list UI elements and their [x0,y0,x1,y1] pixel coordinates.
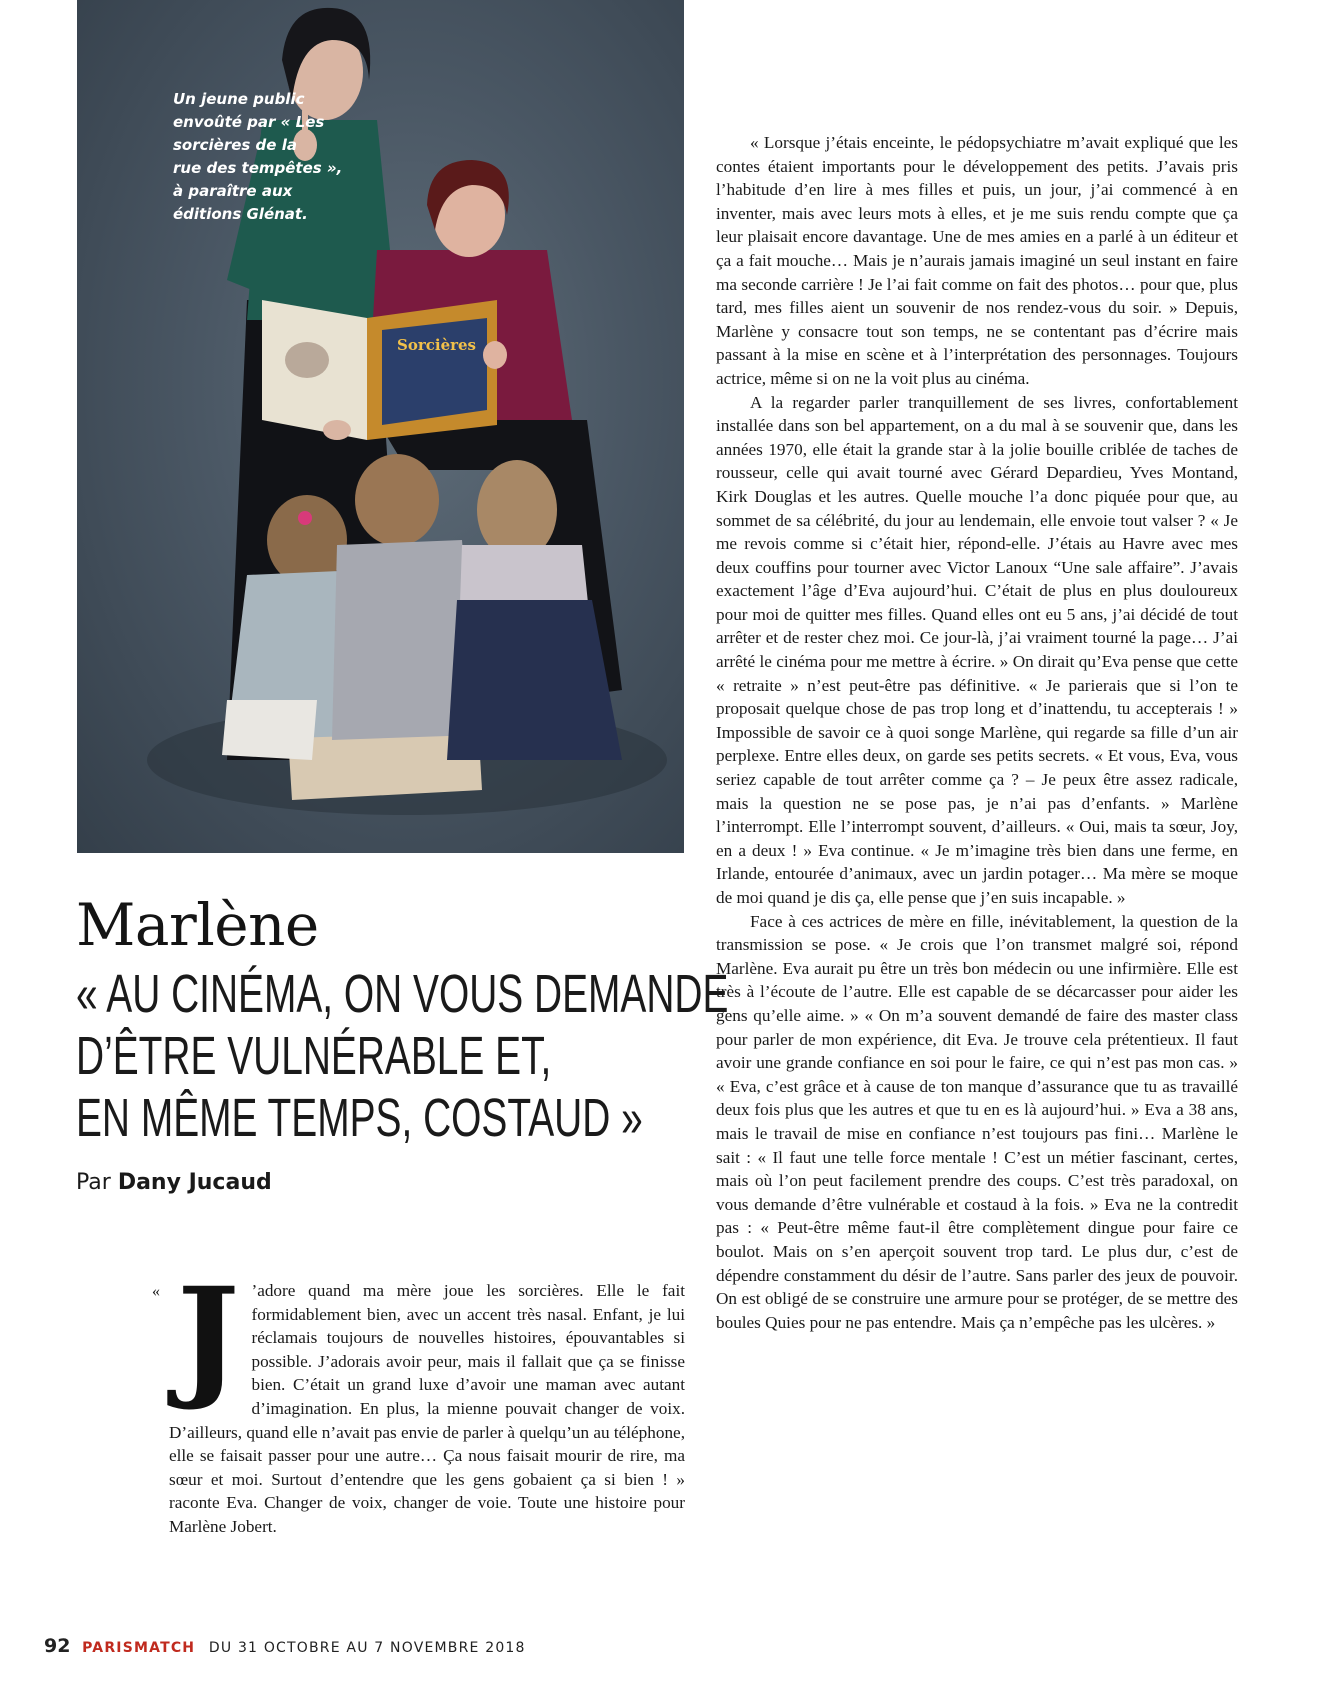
author-name: Dany Jucaud [117,1170,272,1195]
child-right-overalls [447,600,622,760]
page-footer [44,1635,526,1657]
left-column [169,1259,685,1539]
photo-illustration [77,0,684,853]
open-book [262,300,497,440]
caption-line: Un jeune public [173,90,305,108]
issue-date: DU 31 OCTOBRE AU 7 NOVEMBRE 2018 [208,1640,526,1656]
headline-line: D’ÊTRE VULNÉRABLE ET, [76,1026,552,1086]
hair-clip [298,511,312,525]
standing-woman-book-hand [323,420,351,440]
magazine-brand: PARISMATCH [82,1640,196,1656]
article-title: Marlène [76,891,319,959]
child-middle-head [355,454,439,546]
caption-line: envoûté par « Les [173,113,325,131]
book-title: Sorcières [397,336,477,354]
drop-cap: J [177,1259,240,1414]
caption-line: à paraître aux [173,182,293,200]
right-column [716,131,1238,1334]
caption-line: sorcières de la [173,136,297,154]
book-left-illustration [285,342,329,378]
headline-line: « AU CINÉMA, ON VOUS DEMANDE [76,964,729,1024]
article-photo [77,0,684,853]
body-paragraph: A la regarder parler tranquillement de ses livres, confortablement installée dans son bel appartement, on a du mal à se souvenir que, dans les années 1970, elle était la grande star à la jolie bouille criblée de taches de rousseur, celle qui avait tourné avec Gérard Depardieu, Yves Montand, Kirk Douglas et les autres. Quelle mouche l’a donc piquée pour que, au sommet de sa célébrité, du jour au lendemain, elle envoie tout valser ? « Je me revois comme si c’était hier, répond-elle. J’étais au Havre avec mes deux couffins pour tourner avec Victor Lanoux “Une sale affaire”. J’avais exactement l’âge d’Eva aujourd’hui. C’était de plus en plus douloureux pour moi de quitter mes filles. Quand elles ont eu 5 ans, j’ai décidé de tout arrêter et de rester chez moi. Ce jour-là, j’ai vraiment tourné la page… J’ai arrêté le cinéma pour me mettre à écrire. » On dirait qu’Eva pense que cette « retraite » n’est peut-être pas définitive. « Je parierais que si l’on te proposait quelque chose de pas trop long et d’inattendu, tu accepterais ! » Impossible de savoir ce à quoi songe Marlène, qui regarde sa fille d’un air perplexe. Entre elles deux, on garde ses petits secrets. « Et vous, Eva, vous seriez capable de tout arrêter comme ça ? – Je peux être assez radicale, mais la question ne se pose pas, je n’ai pas d’enfants. » Marlène l’interrompt. Elle l’interrompt souvent, d’ailleurs. « Oui, mais ta sœur, Joy, en a deux ! » Eva continue. « Je m’imagine très bien dans une ferme, en Irlande, entourée d’animaux, avec un jardin potager… Ma mère se moque de moi quand je dis ça, elle pense que j’en suis incapable. » [716,392,1238,907]
left-column-paragraph: ’adore quand ma mère joue les sorcières. Elle le fait formidablement bien, avec un accent très nasal. Enfant, je lui réclamais toujours de nouvelles histoires, épouvantables si possible. J’adorais avoir peur, mais il fallait que ça se finisse bien. C’était un grand luxe d’avoir une maman avec autant d’imagination. En plus, la mienne pouvait changer de voix. D’ailleurs, quand elle n’avait pas envie de parler à quelqu’un au téléphone, elle se faisait passer pour une autre… Ça nous faisait mourir de rire, ma sœur et moi. Surtout d’entendre que les gens gobaient ça si bien ! » raconte Eva. Changer de voix, changer de voie. Toute une histoire pour Marlène Jobert. [169,1281,685,1536]
body-paragraph: Face à ces actrices de mère en fille, inévitablement, la question de la transmission se pose. « Je crois que l’on transmet malgré soi, répond Marlène. Eva aurait pu être un très bon médecin ou une infirmière. Elle est très à l’écoute de l’autre. Elle est capable de se décarcasser pour aider les gens qu’elle aime. » « On m’a souvent demandé de faire des master class pour parler de mon expérience, dit Eva. Je trouve cela prétentieux. Il faut avoir une grande confiance en soi pour le faire, ce qui n’est pas mon cas. » « Eva, c’est grâce et à cause de ton manque d’assurance que tu as travaillé deux fois plus que les autres et que tu en es là aujourd’hui. » Eva a 38 ans, mais le travail de mise en confiance n’est toujours pas fini… Marlène le sait : « Il faut une telle force mentale ! C’est un métier fascinant, certes, mais où l’on peut facilement prendre des coups. C’est très paradoxal, on vous demande d’être vulnérable et costaud à la fois. » Eva ne la contredit pas : « Peut-être même faut-il être complètement dingue pour faire ce boulot. Mais on s’en aperçoit souvent trop tard. Le plus dur, c’est de dépendre constamment du désir de l’autre. Sans parler des jeux de pouvoir. On est obligé de se construire une armure pour se protéger, de se mettre des boules Quies pour ne pas entendre. Mais ça n’empêche pas les ulcères. » [716,911,1238,1332]
photo-caption [173,88,373,226]
opening-quote-mark: « [152,1283,160,1300]
body-paragraph: « Lorsque j’étais enceinte, le pédopsychiatre m’avait expliqué que les contes étaient importants pour le développement des petits. J’avais pris l’habitude d’en lire à mes filles et puis, un jour, j’ai commencé à en inventer, mais avec leurs mots à elles, et je me suis rendu compte que ça leur plaisait encore davantage. Une de mes amies en a parlé à un éditeur et ça a fait mouche… Mais je n’aurais jamais imaginé un seul instant en faire ma seconde carrière ! Je l’ai fait comme on fait des photos… pour que, plus tard, mes filles aient un souvenir de nos rendez-vous du soir. » Depuis, Marlène y consacre tout son temps, ne se contentant pas d’écrire mais passant à la mise en scène et à l’interprétation des personnages. Toujours actrice, même si on ne la voit plus au cinéma. [716,133,1238,388]
caption-line: éditions Glénat. [173,205,308,223]
child-left-skirt [222,700,317,760]
caption-line: rue des tempêtes », [173,159,343,177]
article-headline [76,963,729,1149]
byline [76,1170,272,1195]
headline-line: EN MÊME TEMPS, COSTAUD » [76,1088,643,1148]
book-cover-art [382,318,487,425]
page-number: 92 [44,1635,71,1657]
byline-prefix: Par [76,1170,111,1195]
seated-woman-hand [483,341,507,369]
